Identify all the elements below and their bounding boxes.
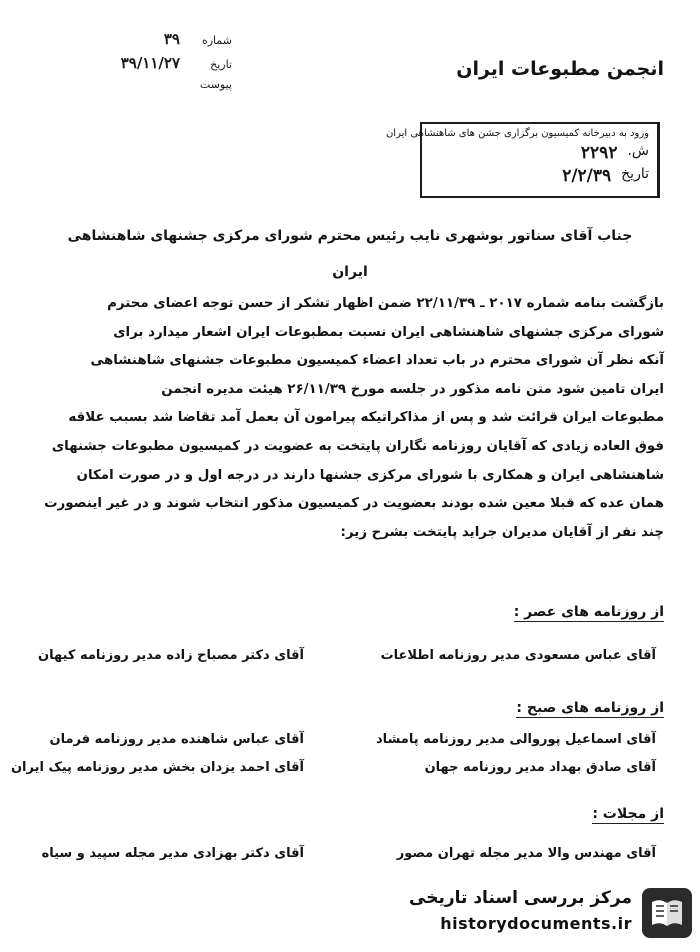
letter-body bbox=[36, 290, 664, 547]
stamp-date-label: تاریخ bbox=[621, 166, 649, 182]
number-label: شماره bbox=[201, 34, 232, 47]
body-line: چند نفر از آقایان مدیران جراید پایتخت بشرح زیر: bbox=[340, 524, 664, 540]
body-line: همان عده که قبلا معین شده بودند بعضویت در کمیسیون مذکور انتخاب شوند و در غیر اینصورت bbox=[44, 496, 664, 512]
date-row bbox=[22, 54, 232, 78]
section-heading-text: از روزنامه های عصر : bbox=[513, 604, 664, 620]
addressee-line-1: جناب آقای سناتور بوشهری نایب رئیس محترم شورای مرکزی جشنهای شاهنشاهی bbox=[67, 228, 633, 244]
stamp-date-row bbox=[430, 166, 649, 186]
body-line: ایران تامین شود متن نامه مذکور در جلسه مورخ ۲۶/۱۱/۳۹ هیئت مدیره انجمن bbox=[161, 381, 664, 397]
entry-evening-1-left: آقای دکتر مصباح زاده مدیر روزنامه کیهان bbox=[38, 648, 304, 663]
watermark-title: مرکز بررسی اسناد تاریخی bbox=[409, 888, 632, 908]
section-heading-evening bbox=[514, 604, 664, 620]
stamp-number-label: ش. bbox=[627, 143, 649, 159]
attachment-row bbox=[22, 78, 232, 102]
body-line: فوق العاده زیادی که آقایان روزنامه نگاران پایتخت به عضویت در کمیسیون مطبوعات جشنهای bbox=[51, 438, 664, 454]
watermark-url: historydocuments.ir bbox=[440, 914, 632, 933]
entry-evening-1-right: آقای عباس مسعودی مدیر روزنامه اطلاعات bbox=[380, 648, 656, 663]
number-value: ۳۹ bbox=[163, 30, 180, 48]
letter-meta bbox=[22, 30, 232, 102]
book-icon bbox=[642, 888, 692, 938]
body-line: آنکه نظر آن شورای محترم در باب تعداد اعضاء کمیسیون مطبوعات جشنهای شاهنشاهی bbox=[90, 353, 664, 369]
body-line: شورای مرکزی جشنهای شاهنشاهی ایران نسبت بمطبوعات ایران اشعار میدارد برای bbox=[113, 324, 664, 340]
stamp-number-row bbox=[430, 143, 649, 163]
attachment-label: پیوست bbox=[199, 78, 232, 91]
addressee-line-2: ایران bbox=[332, 264, 368, 280]
entry-morning-2-left: آقای احمد یزدان بخش مدیر روزنامه پیک ایران bbox=[10, 760, 304, 775]
addressee bbox=[40, 218, 660, 290]
received-stamp bbox=[385, 122, 660, 198]
body-line: مطبوعات ایران قرائت شد و پس از مذاکراتیکه پیرامون آن بعمل آمد تقاضا شد بسبب علاقه bbox=[68, 410, 664, 426]
entry-magazine-1-right: آقای مهندس والا مدیر مجله تهران مصور bbox=[396, 846, 656, 861]
section-heading-magazines bbox=[592, 806, 664, 822]
entry-morning-1-left: آقای عباس شاهنده مدیر روزنامه فرمان bbox=[49, 732, 304, 747]
section-heading-text: از مجلات : bbox=[592, 806, 664, 822]
stamp-number-value: ۲۲۹۲ bbox=[580, 143, 618, 163]
entry-magazine-1-left: آقای دکتر بهزادی مدیر مجله سپید و سیاه bbox=[41, 846, 304, 861]
organization-name: انجمن مطبوعات ایران bbox=[456, 58, 664, 80]
body-line: بازگشت بنامه شماره ۲۰۱۷ ـ ۲۲/۱۱/۳۹ ضمن اظهار تشکر از حسن توجه اعضای محترم bbox=[107, 296, 664, 311]
section-heading-text: از روزنامه های صبح : bbox=[516, 700, 664, 716]
section-heading-morning bbox=[516, 700, 664, 716]
entry-morning-2-right: آقای صادق بهداد مدیر روزنامه جهان bbox=[424, 760, 656, 775]
date-value: ۳۹/۱۱/۲۷ bbox=[120, 54, 180, 72]
book-icon-graphic bbox=[642, 888, 692, 938]
stamp-date-value: ۲/۲/۳۹ bbox=[562, 166, 612, 186]
date-label: تاریخ bbox=[210, 58, 232, 71]
stamp-title: ورود به دبیرخانه کمیسیون برگزاری جشن های شاهنشاهی ایران bbox=[385, 128, 649, 139]
archive-watermark bbox=[392, 882, 692, 944]
number-row bbox=[22, 30, 232, 54]
body-line: شاهنشاهی ایران و همکاری با شورای مرکزی جشنها دارند در درجه اول و در صورت امکان bbox=[76, 467, 664, 483]
entry-morning-1-right: آقای اسماعیل پوروالی مدیر روزنامه پامشاد bbox=[376, 732, 656, 747]
